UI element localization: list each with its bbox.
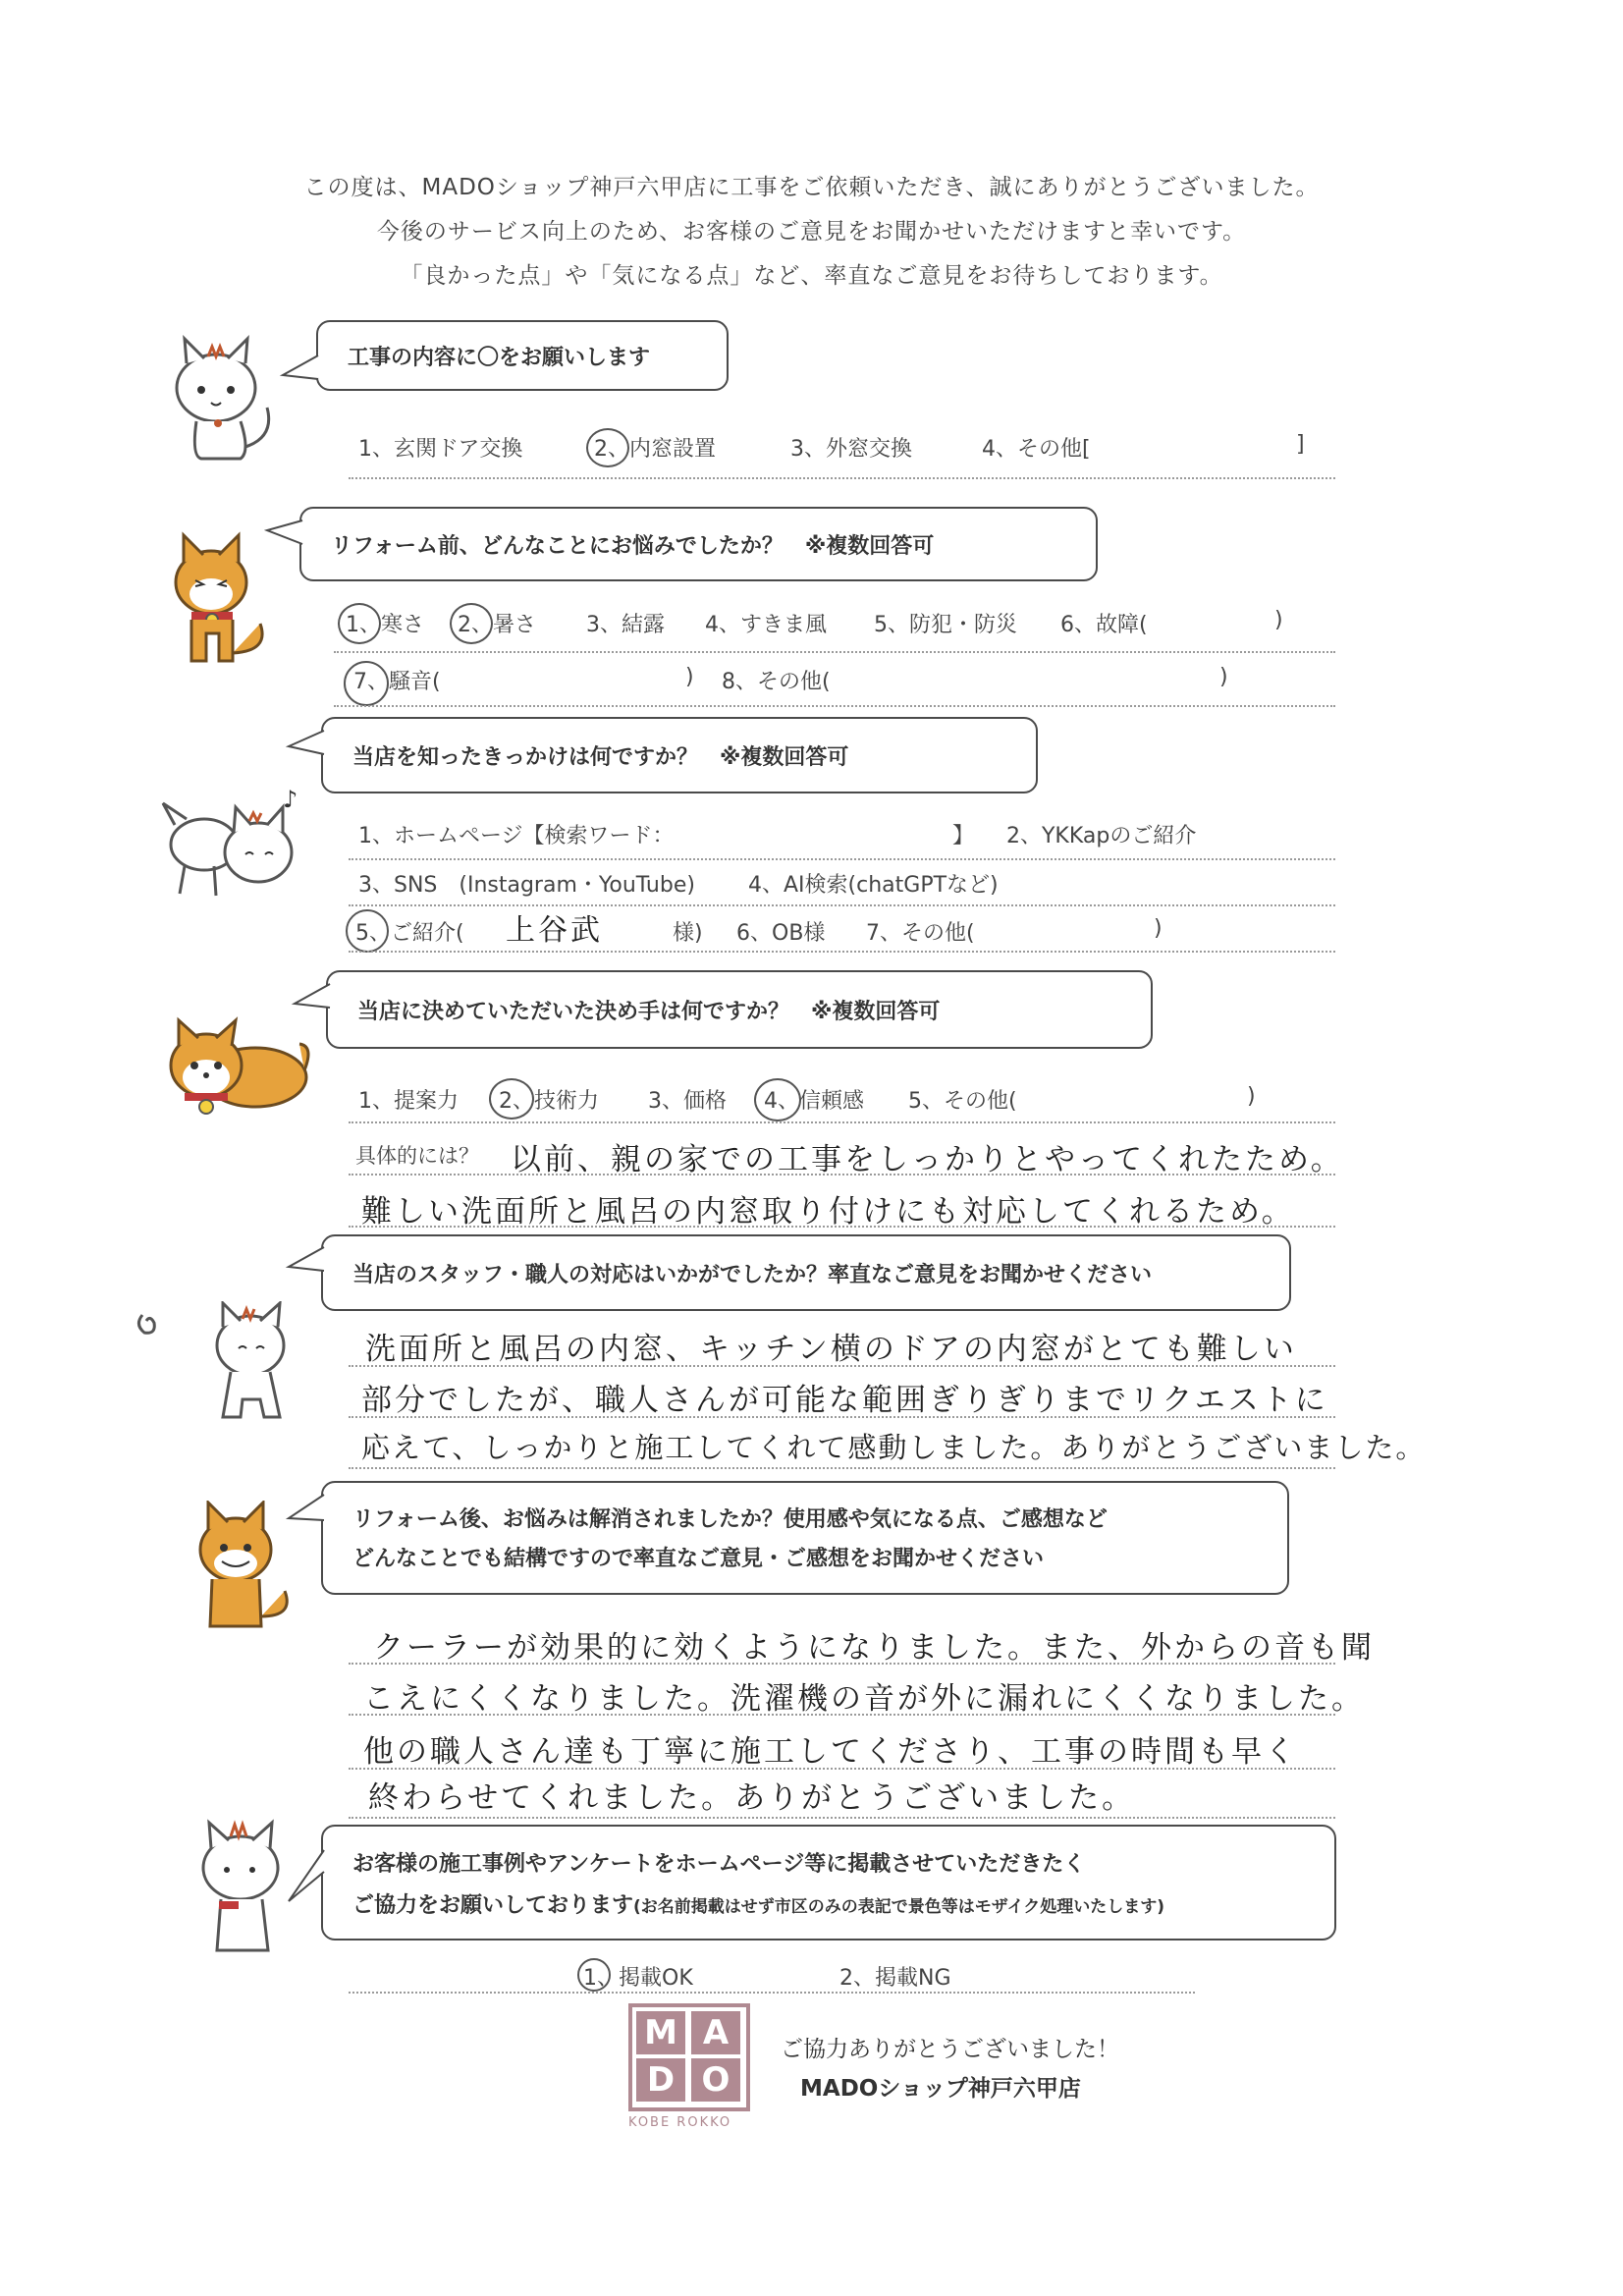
q5-handwritten-line-1: 洗面所と風呂の内窓、キッチン横のドアの内窓がとても難しい xyxy=(365,1332,1297,1367)
q6-handwritten-line-4: 終わらせてくれました。ありがとうございました。 xyxy=(368,1780,1136,1816)
q4-bubble xyxy=(326,970,1153,1049)
logo-letter-o: O xyxy=(691,2058,740,2102)
answer-line xyxy=(349,1663,1335,1665)
q3-option-5: 5、ご紹介( xyxy=(355,921,464,946)
answer-line xyxy=(334,705,1335,707)
q6-title-line-2: どんなことでも結構ですので率直なご意見・ご感想をお聞かせください xyxy=(352,1547,1045,1571)
q4-handwritten-line-2: 難しい洗面所と風呂の内窓取り付けにも対応してくれるため。 xyxy=(361,1194,1295,1230)
shiba-dog-illustration xyxy=(162,525,280,668)
q4-title: 当店に決めていただいた決め手は何ですか？ ※複数回答可 xyxy=(357,999,941,1024)
q2-option-6-close: ) xyxy=(1274,608,1283,632)
q2-bubble xyxy=(299,507,1098,581)
q4-option-5-close: ) xyxy=(1247,1084,1256,1109)
answer-line xyxy=(349,1467,1335,1469)
q2-option-1: 1、寒さ xyxy=(346,613,424,637)
q4-option-2: 2、技術力 xyxy=(499,1089,599,1114)
q6-handwritten-line-2: こえにくくなりました。洗濯機の音が外に漏れにくくなりました。 xyxy=(363,1681,1365,1717)
q2-option-7-close: ) xyxy=(685,665,694,689)
mado-logo xyxy=(628,2003,756,2131)
answer-line xyxy=(349,1121,1335,1123)
q7-title-line-2: ご協力をお願いしております xyxy=(352,1893,634,1918)
q3-option-7: 7、その他( xyxy=(866,921,975,946)
q7-title-line-2-wrap xyxy=(352,1886,1305,1928)
white-cat-illustration xyxy=(133,1301,304,1424)
q3-title: 当店を知ったきっかけは何ですか？ ※複数回答可 xyxy=(352,744,849,770)
q3-option-4: 4、AI検索(chatGPTなど) xyxy=(748,873,999,898)
logo-subtext: KOBE ROKKO xyxy=(628,2115,732,2130)
q1-option-1: 1、玄関ドア交換 xyxy=(358,437,523,462)
q5-handwritten-line-3: 応えて、しっかりと施工してくれて感動しました。ありがとうございました。 xyxy=(361,1431,1427,1464)
q7-option-2: 2、掲載NG xyxy=(839,1966,951,1991)
q3-option-6: 6、OB様 xyxy=(736,921,826,946)
q4-option-1: 1、提案力 xyxy=(358,1089,459,1114)
q4-option-3: 3、価格 xyxy=(648,1089,727,1114)
q7-bubble xyxy=(321,1825,1336,1941)
answer-line xyxy=(349,1714,1335,1716)
q2-option-2: 2、暑さ xyxy=(458,613,536,637)
lying-shiba-dog-illustration xyxy=(157,1016,314,1124)
footer-thanks: ご協力ありがとうございました！ xyxy=(781,2037,1119,2062)
q4-option-4: 4、信頼感 xyxy=(764,1089,864,1114)
q2-option-7: 7、騒音( xyxy=(353,670,441,694)
answer-line xyxy=(349,477,1335,479)
intro-line-2: 今後のサービス向上のため、お客様のご意見をお聞かせいただけますと幸いです。 xyxy=(376,219,1247,245)
intro-line-3: 「良かった点」や「気になる点」など、率直なご意見をお待ちしております。 xyxy=(400,263,1223,289)
q2-option-4: 4、すきま風 xyxy=(705,613,827,637)
q2-title: リフォーム前、どんなことにお悩みでしたか？ ※複数回答可 xyxy=(331,533,935,559)
q2-option-8-close: ) xyxy=(1219,665,1228,689)
q1-title: 工事の内容に〇をお願いします xyxy=(348,345,651,370)
q2-option-3: 3、結露 xyxy=(586,613,665,637)
answer-line xyxy=(334,651,1335,653)
logo-letter-d: D xyxy=(636,2058,685,2102)
answer-line xyxy=(349,1817,1335,1819)
q6-bubble xyxy=(321,1481,1289,1595)
q3-option-3: 3、SNS (Instagram・YouTube) xyxy=(358,873,695,898)
q1-option-2: 2、内窓設置 xyxy=(594,437,716,462)
q1-option-3: 3、外窓交換 xyxy=(790,437,912,462)
answer-line xyxy=(349,858,1335,860)
q6-handwritten-line-3: 他の職人さん達も丁寧に施工してくださり、工事の時間も早く xyxy=(363,1734,1298,1770)
q3-option-7-close: ) xyxy=(1154,916,1163,941)
logo-letter-m: M xyxy=(636,2011,685,2054)
q7-title-line-1: お客様の施工事例やアンケートをホームページ等に掲載させていただきたく xyxy=(352,1852,1086,1877)
logo-letter-a: A xyxy=(691,2011,740,2054)
q2-option-8: 8、その他( xyxy=(722,670,831,694)
white-cat-illustration xyxy=(191,1819,299,1956)
q4-specific-label: 具体的には？ xyxy=(355,1144,479,1168)
q1-option-4-close: ] xyxy=(1296,432,1305,457)
q7-option-1: 1、掲載OK xyxy=(583,1966,693,1991)
q2-option-6: 6、故障( xyxy=(1060,613,1148,637)
q3-option-5-close: 様) xyxy=(673,921,703,946)
answer-line xyxy=(349,1365,1335,1367)
q6-title-line-1: リフォーム後、お悩みは解消されましたか？使用感や気になる点、ご感想など xyxy=(352,1507,1108,1532)
q5-bubble xyxy=(321,1234,1291,1311)
q5-handwritten-line-2: 部分でしたが、職人さんが可能な範囲ぎりぎりまでリクエストに xyxy=(361,1383,1328,1418)
answer-line xyxy=(349,1416,1335,1418)
intro-line-1: この度は、MADOショップ神戸六甲店に工事をご依頼いただき、誠にありがとうございました。 xyxy=(303,175,1320,200)
answer-line xyxy=(349,1226,1335,1228)
q3-option-1: 1、ホームページ【検索ワード： xyxy=(358,824,675,848)
answer-line xyxy=(349,1992,1195,1994)
q5-title: 当店のスタッフ・職人の対応はいかがでしたか？率直なご意見をお聞かせください xyxy=(352,1262,1153,1287)
q1-option-4: 4、その他[ xyxy=(982,437,1091,462)
q3-option-2: 2、YKKapのご紹介 xyxy=(1006,824,1197,848)
answer-line xyxy=(349,1174,1335,1175)
svg-text:♪: ♪ xyxy=(283,786,298,813)
q3-option-1-close: 】 xyxy=(952,824,975,848)
handwritten-referrer: 上谷武 xyxy=(506,913,603,948)
white-cat-and-dog-illustration xyxy=(155,786,312,908)
q7-title-note: (お名前掲載はせず市区のみの表記で景色等はモザイク処理いたします) xyxy=(633,1897,1165,1917)
q2-option-5: 5、防犯・防災 xyxy=(874,613,1017,637)
answer-line xyxy=(349,951,1335,953)
q4-handwritten-line-1: 以前、親の家での工事をしっかりとやってくれたため。 xyxy=(511,1142,1344,1177)
q1-bubble xyxy=(316,320,729,391)
answer-line xyxy=(349,904,1335,906)
footer-shop-name: MADOショップ神戸六甲店 xyxy=(800,2076,1081,2102)
white-cat-illustration xyxy=(157,329,285,466)
q3-bubble xyxy=(321,717,1038,793)
q6-handwritten-line-1: クーラーが効果的に効くようになりました。また、外からの音も聞 xyxy=(373,1630,1375,1666)
q4-option-5: 5、その他( xyxy=(908,1089,1017,1114)
answer-line xyxy=(349,1768,1335,1770)
